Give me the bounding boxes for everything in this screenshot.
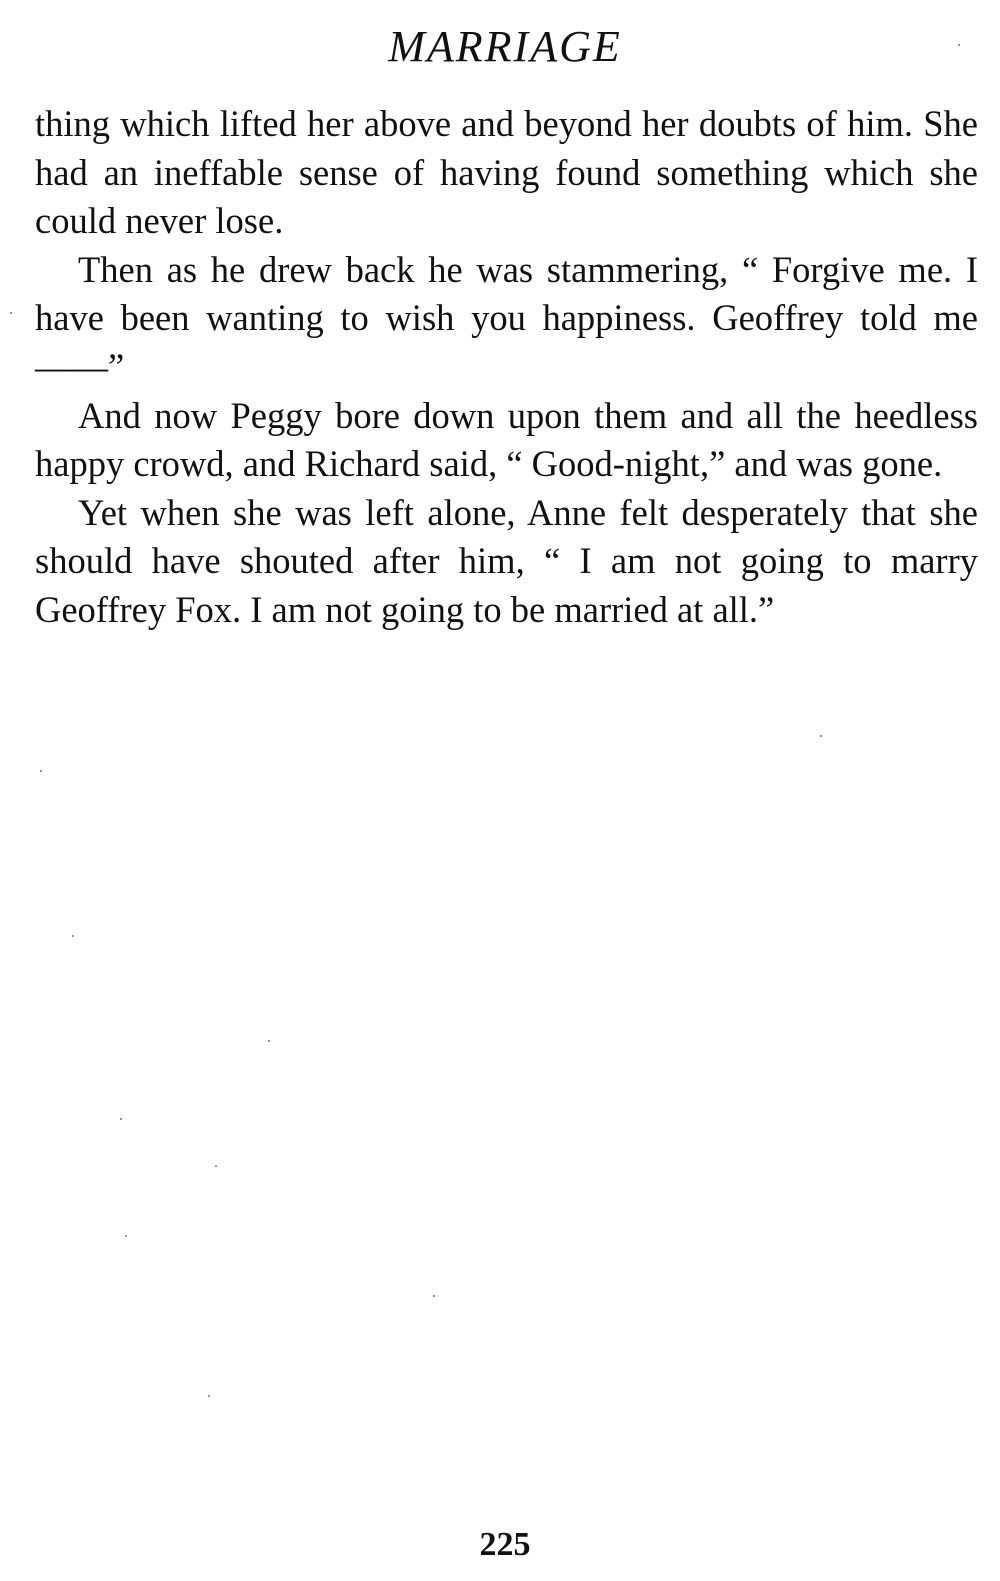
scan-speck [125,1235,127,1237]
paragraph: And now Peggy bore down upon them and all the heedless happy crowd, and Richard said, “ Good-night,” and was gone. [35,394,978,485]
page-number: 225 [479,1526,531,1563]
paragraph: Then as he drew back he was stammering, “ Forgive me. I have been wanting to wish you happiness. Geoffrey told me ——” [35,248,978,387]
paragraph: thing which lifted her above and beyond her doubts of him. She had an ineffable sense of having found something which she could never lose. [35,103,978,242]
scan-speck [72,935,74,937]
running-head: MARRIAGE [388,22,622,71]
scan-speck [40,770,42,772]
scan-speck [10,312,12,314]
paragraph: Yet when she was left alone, Anne felt desperately that she should have shouted after him, “ I am not going to marry Geoffrey Fox. I am not going to be married at all.” [35,491,978,630]
scan-speck [958,44,960,46]
scan-speck [215,1165,217,1167]
scan-speck [268,1040,270,1042]
scan-speck [120,1118,122,1120]
scan-speck [820,735,822,737]
scan-speck [208,1395,210,1397]
scan-speck [433,1295,435,1297]
body-text [35,100,978,635]
